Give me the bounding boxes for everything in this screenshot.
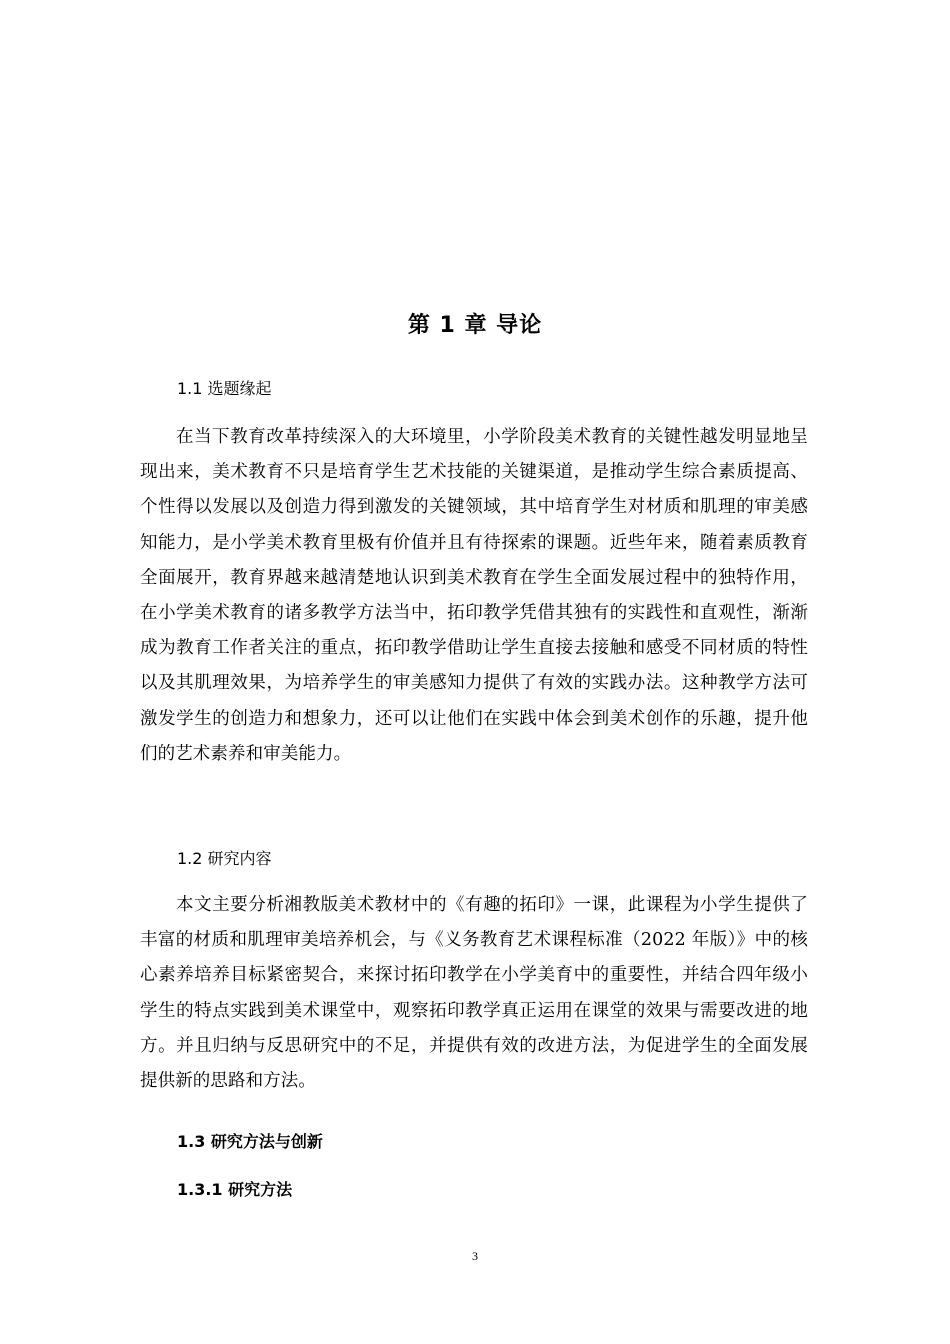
- page-number: 3: [472, 1249, 478, 1263]
- section-heading-1-1: 1.1 选题缘起: [177, 379, 272, 398]
- section-heading-1-3: 1.3 研究方法与创新: [177, 1132, 323, 1151]
- section-paragraph-1-1: 在当下教育改革持续深入的大环境里，小学阶段美术教育的关键性越发明显地呈现出来，美术教育不只是培育学生艺术技能的关键渠道，是推动学生综合素质提高、个性得以发展以及创造力得到激发的关键领域，其中培育学生对材质和肌理的审美感知能力，是小学美术教育里极有价值并且有待探索的课题。近些年来，随着素质教育全面展开，教育界越来越清楚地认识到美术教育在学生全面发展过程中的独特作用，在小学美术教育的诸多教学方法当中，拓印教学凭借其独有的实践性和直观性，渐渐成为教育工作者关注的重点，拓印教学借助让学生直接去接触和感受不同材质的特性以及其肌理效果，为培养学生的审美感知力提供了有效的实践办法。这种教学方法可激发学生的创造力和想象力，还可以让他们在实践中体会到美术创作的乐趣，提升他们的艺术素养和审美能力。: [140, 427, 808, 764]
- section-heading-1-2: 1.2 研究内容: [177, 849, 272, 868]
- chapter-title: 第 1 章 导论: [407, 313, 543, 338]
- section-heading-1-3-1: 1.3.1 研究方法: [177, 1180, 293, 1199]
- section-paragraph-1-2: 本文主要分析湘教版美术教材中的《有趣的拓印》一课，此课程为小学生提供了丰富的材质和肌理审美培养机会，与《义务教育艺术课程标准（2022 年版）》中的核心素养培养目标紧密契合，来探讨拓印教学在小学美育中的重要性，并结合四年级小学生的特点实践到美术课堂中，观察拓印教学真正运用在课堂的效果与需要改进的地方。并且归纳与反思研究中的不足，并提供有效的改进方法，为促进学生的全面发展提供新的思路和方法。: [140, 895, 808, 1092]
